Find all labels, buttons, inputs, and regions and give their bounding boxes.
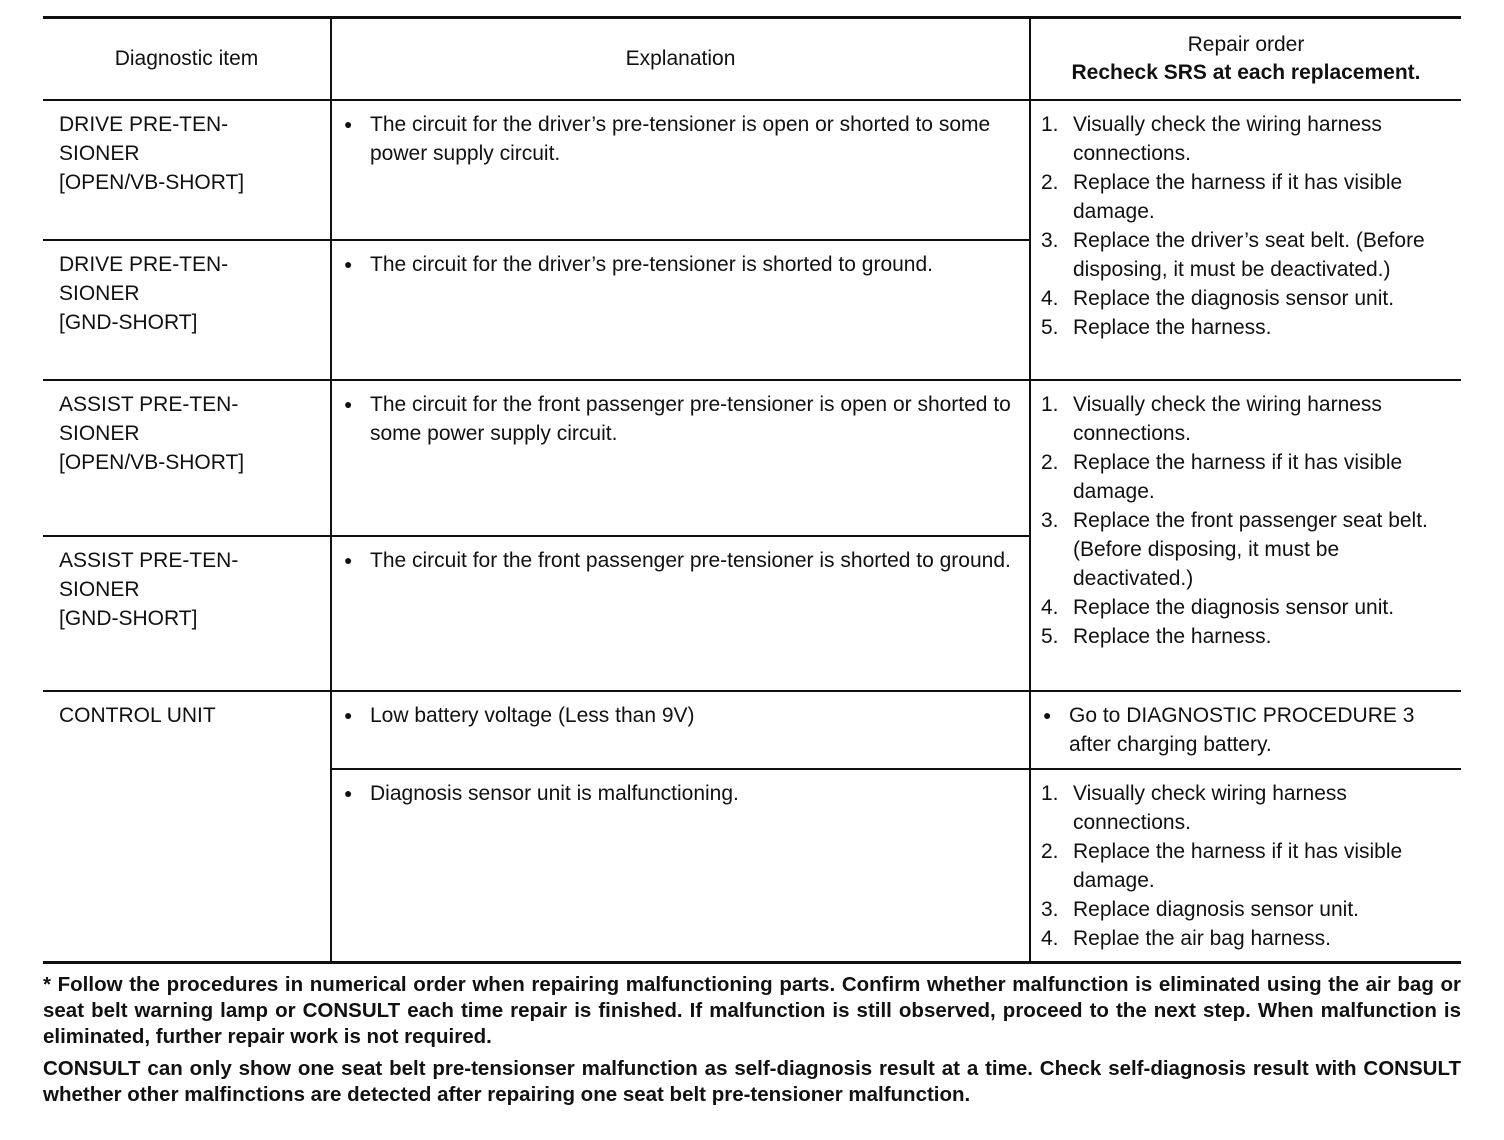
diagnostic-table-wrapper <box>43 16 1461 964</box>
bullet-icon: ● <box>344 395 353 412</box>
repair-steps-assist <box>1041 390 1451 651</box>
repair-step: 5. Replace the harness. <box>1041 624 1272 648</box>
bullet-icon: ● <box>344 551 353 568</box>
header-repair-subtitle: Recheck SRS at each replacement. <box>1071 60 1421 84</box>
bullet-icon: ● <box>344 255 353 272</box>
item-line: SIONER <box>59 281 140 305</box>
footnote-procedure: * Follow the procedures in numerical order when repairing malfunctioning parts. Confirm whether malfunction is eliminated using the air bag or seat belt warning lamp or CONSULT each time repair is finished. If malfunction is still observed, proceed to the next step. When malfunction is eliminated, further repair work is not required. <box>43 973 1461 1048</box>
repair-step: 2. Replace the harness if it has visible damage. <box>1041 450 1403 503</box>
diagnostic-item-cell <box>43 380 331 536</box>
repair-steps-driver <box>1041 110 1451 342</box>
explanation-bullet <box>342 390 1019 448</box>
explanation-cell <box>331 536 1030 691</box>
explanation-bullet <box>342 701 1019 730</box>
explanation-bullet <box>342 546 1019 575</box>
bullet-icon: ● <box>344 115 353 132</box>
item-line: SIONER <box>59 421 140 445</box>
repair-text: Go to DIAGNOSTIC PROCEDURE 3 after charging battery. <box>1069 703 1415 756</box>
repair-order-cell <box>1030 769 1461 963</box>
repair-step: 5. Replace the harness. <box>1041 315 1272 339</box>
repair-step: 4. Replae the air bag harness. <box>1041 926 1331 950</box>
table-row <box>43 691 1461 769</box>
repair-step: 4. Replace the diagnosis sensor unit. <box>1041 595 1395 619</box>
item-line: SIONER <box>59 577 140 601</box>
header-repair-title: Repair order <box>1187 32 1305 56</box>
table-row <box>43 380 1461 536</box>
item-line: [GND-SHORT] <box>59 606 198 630</box>
explanation-cell <box>331 240 1030 380</box>
header-diagnostic-item: Diagnostic item <box>43 18 331 100</box>
item-line: [OPEN/VB-SHORT] <box>59 450 245 474</box>
bullet-icon: ● <box>344 784 353 801</box>
repair-step: 1. Visually check wiring harness connections. <box>1041 781 1347 834</box>
explanation-bullet <box>342 250 1019 279</box>
item-line: [GND-SHORT] <box>59 310 198 334</box>
diagnostic-item-cell <box>43 536 331 691</box>
diagnostic-item-cell <box>43 100 331 240</box>
header-explanation: Explanation <box>331 18 1030 100</box>
explanation-text: The circuit for the driver’s pre-tensioner is shorted to ground. <box>370 252 933 276</box>
explanation-cell <box>331 691 1030 769</box>
repair-step: 3. Replace diagnosis sensor unit. <box>1041 897 1360 921</box>
item-line: CONTROL UNIT <box>59 703 216 727</box>
item-line: DRIVE PRE-TEN- <box>59 112 229 136</box>
footnote-consult: CONSULT can only show one seat belt pre-tensionser malfunction as self-diagnosis result at a time. Check self-diagnosis result with CONSULT whether other malfinctions are detected after repairing one seat belt pre-tensioner malfunction. <box>43 1057 1461 1106</box>
explanation-bullet <box>342 110 1019 168</box>
item-line: DRIVE PRE-TEN- <box>59 252 229 276</box>
explanation-cell <box>331 380 1030 536</box>
repair-bullet <box>1041 701 1451 759</box>
bullet-icon: ● <box>344 706 353 723</box>
repair-step: 1. Visually check the wiring harness connections. <box>1041 112 1382 165</box>
explanation-text: The circuit for the driver’s pre-tensioner is open or shorted to some power supply circuit. <box>370 112 991 165</box>
diagnostic-item-cell <box>43 240 331 380</box>
repair-step: 3. Replace the driver’s seat belt. (Before disposing, it must be deactivated.) <box>1041 228 1425 281</box>
repair-steps-sensor <box>1041 779 1451 953</box>
repair-order-cell <box>1030 691 1461 769</box>
explanation-text: The circuit for the front passenger pre-tensioner is shorted to ground. <box>370 548 1011 572</box>
table-row <box>43 100 1461 240</box>
item-line: SIONER <box>59 141 140 165</box>
explanation-text: The circuit for the front passenger pre-tensioner is open or shorted to some power supply circuit. <box>370 392 1011 445</box>
explanation-bullet <box>342 779 1019 808</box>
explanation-text: Low battery voltage (Less than 9V) <box>370 703 695 727</box>
header-repair-order <box>1030 18 1461 100</box>
repair-step: 4. Replace the diagnosis sensor unit. <box>1041 286 1395 310</box>
repair-step: 3. Replace the front passenger seat belt. (Before disposing, it must be deactivated.) <box>1041 508 1428 590</box>
repair-step: 2. Replace the harness if it has visible damage. <box>1041 839 1403 892</box>
table-header-row <box>43 18 1461 100</box>
repair-order-cell <box>1030 100 1461 380</box>
diagnostic-item-cell <box>43 691 331 963</box>
diagnostic-table <box>43 16 1461 964</box>
repair-step: 1. Visually check the wiring harness connections. <box>1041 392 1382 445</box>
repair-order-cell <box>1030 380 1461 691</box>
item-line: ASSIST PRE-TEN- <box>59 548 239 572</box>
bullet-icon: ● <box>1043 706 1052 723</box>
item-line: [OPEN/VB-SHORT] <box>59 170 245 194</box>
explanation-cell <box>331 100 1030 240</box>
footnote-block <box>43 972 1461 1114</box>
item-line: ASSIST PRE-TEN- <box>59 392 239 416</box>
repair-step: 2. Replace the harness if it has visible damage. <box>1041 170 1403 223</box>
explanation-text: Diagnosis sensor unit is malfunctioning. <box>370 781 739 805</box>
explanation-cell <box>331 769 1030 963</box>
